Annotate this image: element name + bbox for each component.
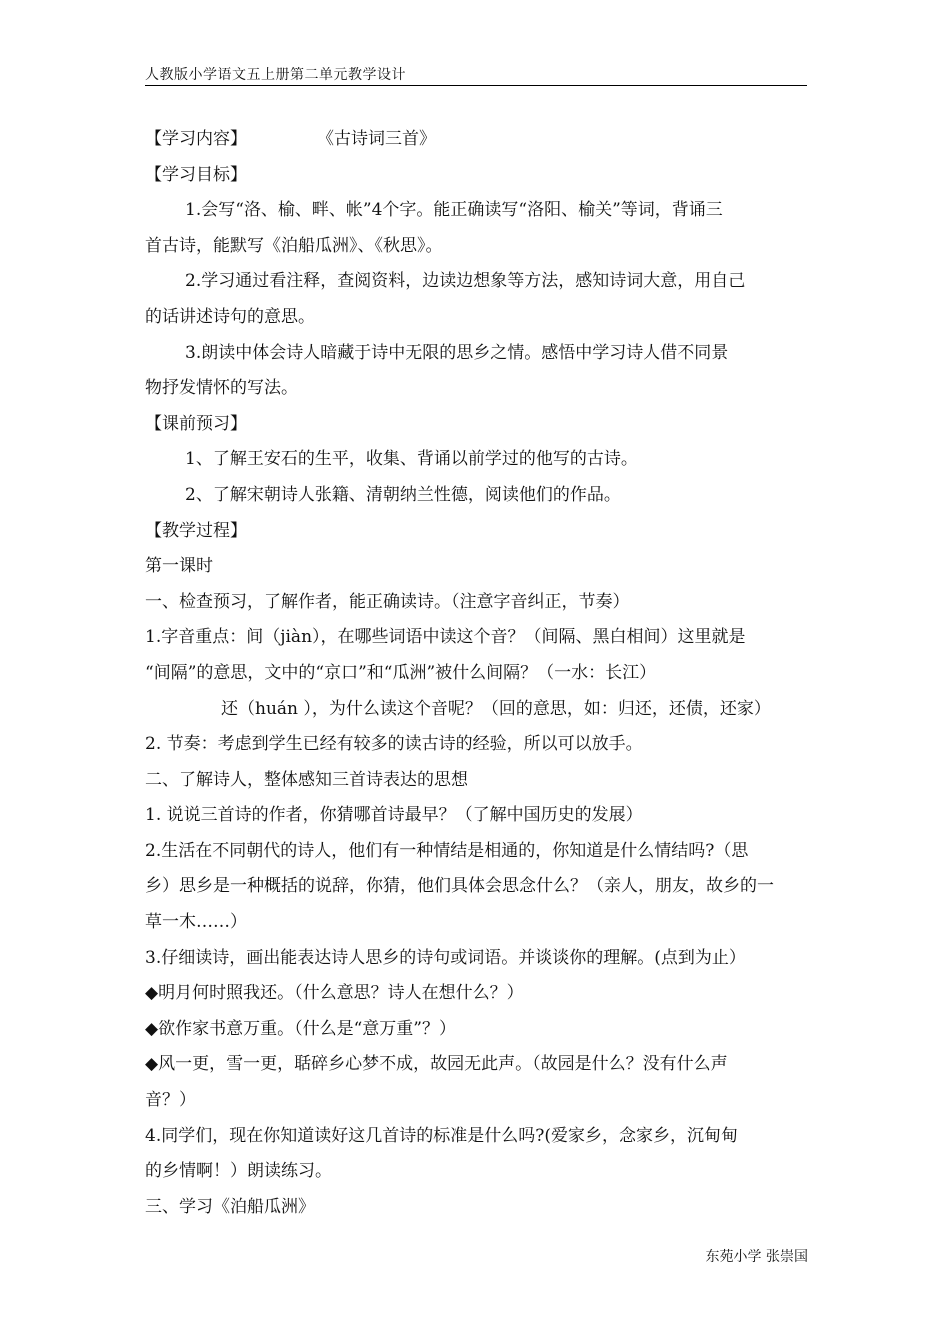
process-heading: 【教学过程】 xyxy=(145,520,247,541)
goal-1-line-b: 首古诗，能默写《泊船瓜洲》、《秋思》。 xyxy=(145,235,443,256)
section-2-item-4a: 4.同学们，现在你知道读好这几首诗的标准是什么吗?(爱家乡，念家乡，沉甸甸 xyxy=(145,1125,738,1146)
header-title: 人教版小学语文五上册第二单元教学设计 xyxy=(145,67,406,83)
goal-2-line-b: 的话讲述诗句的意思。 xyxy=(145,306,315,327)
section-1-item-1c: 还（huán ），为什么读这个音呢？（回的意思，如：归还，还债，还家） xyxy=(221,698,771,719)
goals-heading: 【学习目标】 xyxy=(145,164,247,185)
goal-3-line-b: 物抒发情怀的写法。 xyxy=(145,378,298,399)
goal-3-line-a: 3.朗读中体会诗人暗藏于诗中无限的思乡之情。感悟中学习诗人借不同景 xyxy=(185,342,729,363)
section-2-item-2a: 2.生活在不同朝代的诗人，他们有一种情结是相通的，你知道是什么情结吗?（思 xyxy=(145,840,749,861)
page-footer xyxy=(706,1248,808,1266)
section-2-item-2c: 草一木……） xyxy=(145,912,247,933)
bullet-item-3b: 音？） xyxy=(145,1090,196,1111)
goal-2-line-a: 2.学习通过看注释，查阅资料，边读边想象等方法，感知诗词大意，用自己 xyxy=(185,271,746,292)
preview-heading: 【课前预习】 xyxy=(145,413,247,434)
lesson-1-title: 第一课时 xyxy=(145,556,213,577)
page-header xyxy=(145,66,807,86)
study-content-line xyxy=(145,122,810,158)
section-2-item-1: 1. 说说三首诗的作者，你猜哪首诗最早？（了解中国历史的发展） xyxy=(145,805,643,826)
bullet-item-2: ◆欲作家书意万重。（什么是“意万重”？） xyxy=(145,1018,456,1039)
study-content-value: 《古诗词三首》 xyxy=(317,129,436,149)
bullet-item-3a: ◆风一更，雪一更，聒碎乡心梦不成，故园无此声。（故园是什么？没有什么声 xyxy=(145,1054,728,1075)
section-2-item-3: 3.仔细读诗，画出能表达诗人思乡的诗句或词语。并谈谈你的理解。(点到为止） xyxy=(145,947,746,968)
section-1-title: 一、检查预习，了解作者，能正确读诗。（注意字音纠正，节奏） xyxy=(145,591,630,612)
section-1-item-1a: 1.字音重点：间（jiàn），在哪些词语中读这个音？（间隔、黑白相间）这里就是 xyxy=(145,627,746,648)
section-2-item-2b: 乡）思乡是一种概括的说辞，你猜，他们具体会思念什么？（亲人，朋友，故乡的一 xyxy=(145,876,774,897)
preview-item-2: 2、了解宋朝诗人张籍、清朝纳兰性德，阅读他们的作品。 xyxy=(185,484,621,505)
section-1-item-2: 2. 节奏：考虑到学生已经有较多的读古诗的经验，所以可以放手。 xyxy=(145,734,643,755)
section-2-item-4b: 的乡情啊！）朗读练习。 xyxy=(145,1161,332,1182)
footer-author: 东苑小学 张崇国 xyxy=(705,1249,808,1265)
section-3-title: 三、学习《泊船瓜洲》 xyxy=(145,1196,315,1217)
goal-1-line-a: 1.会写“洛、榆、畔、帐”4个字。能正确读写“洛阳、榆关”等词，背诵三 xyxy=(185,200,723,221)
document-body xyxy=(145,122,810,1225)
preview-item-1: 1、了解王安石的生平，收集、背诵以前学过的他写的古诗。 xyxy=(185,449,638,470)
section-1-item-1b: “间隔”的意思，文中的“京口”和“瓜洲”被什么间隔？（一水：长江） xyxy=(145,662,657,683)
study-content-label: 【学习内容】 xyxy=(145,129,247,149)
bullet-item-1: ◆明月何时照我还。（什么意思？诗人在想什么？） xyxy=(145,983,524,1004)
section-2-title: 二、了解诗人，整体感知三首诗表达的思想 xyxy=(145,769,468,790)
